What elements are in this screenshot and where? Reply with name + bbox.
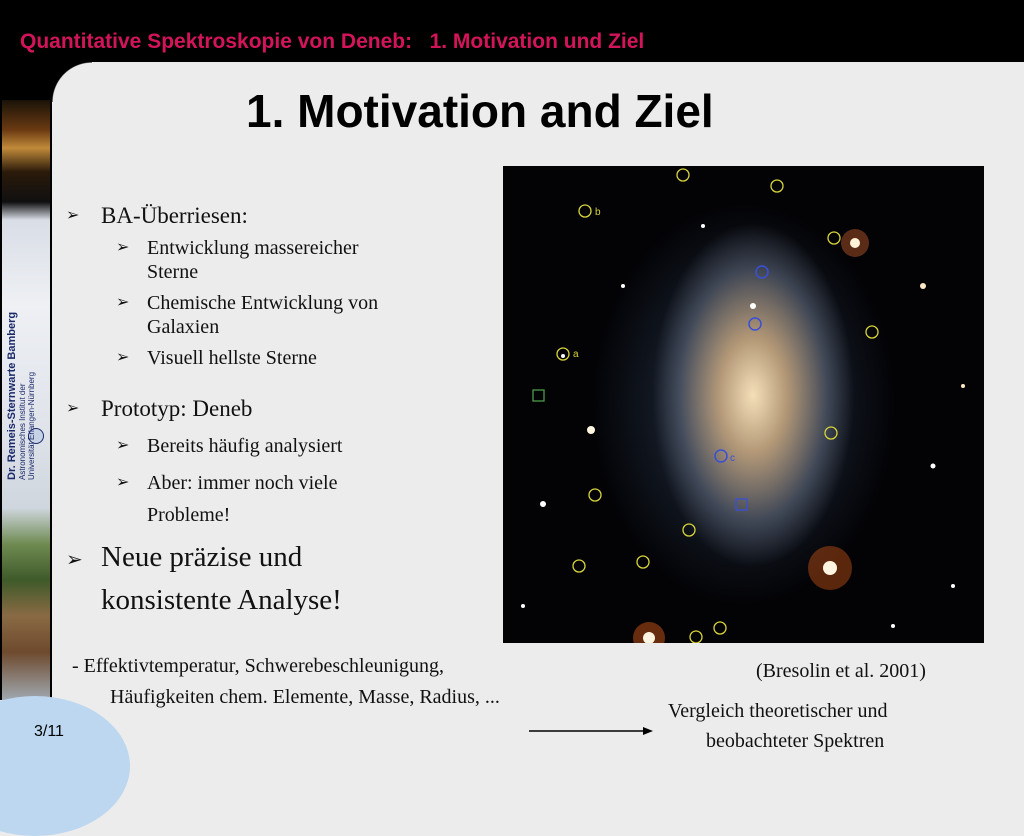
marker-label-b: b	[595, 207, 601, 218]
sidebar-subtitle-2: Universität Erlangen-Nürnberg	[27, 371, 36, 480]
bullet-new-analysis-line2: konsistente Analyse!	[101, 584, 342, 616]
sidebar-subtitle-1: Astronomisches Institut der	[18, 383, 27, 480]
sub-bullet-evolution-line2: Sterne	[147, 261, 199, 283]
sub-bullet-already-analyzed: Bereits häufig analysiert	[147, 435, 343, 457]
blue-square-marker	[736, 499, 747, 510]
details-line-1: - Effektivtemperatur, Schwerebeschleunigung,	[72, 655, 445, 677]
sub-bullet-problems-line2: Probleme!	[147, 504, 231, 526]
sidebar-institution-text	[6, 290, 36, 480]
page-number: 3/11	[34, 723, 64, 740]
arrow-bullet-icon: ➢	[66, 549, 83, 571]
arrow-bullet-icon: ➢	[116, 349, 130, 366]
sub-bullet-chemical-line2: Galaxien	[147, 316, 220, 338]
arrow-bullet-icon: ➢	[66, 400, 80, 417]
sidebar-title: Dr. Remeis-Sternwarte Bamberg	[6, 311, 18, 480]
comparison-line-2: beobachteter Spektren	[706, 730, 885, 752]
galaxy-markers	[503, 166, 984, 643]
arrow-bullet-icon: ➢	[116, 437, 130, 454]
green-square-marker	[533, 390, 544, 401]
galaxy-image	[503, 166, 984, 643]
header-corner-curve	[52, 62, 92, 102]
arrow-bullet-icon: ➢	[66, 207, 80, 224]
bullet-new-analysis-line1: Neue präzise und	[101, 541, 303, 573]
marker-label-a: a	[573, 349, 579, 360]
bullet-ba-supergiants: BA-Überriesen:	[101, 203, 248, 228]
arrow-bullet-icon: ➢	[116, 239, 130, 256]
marker-label-c: c	[730, 453, 735, 464]
sub-bullet-brightest: Visuell hellste Sterne	[147, 347, 317, 369]
sub-bullet-evolution-line1: Entwicklung massereicher	[147, 237, 359, 259]
slide-title: 1. Motivation and Ziel	[246, 85, 714, 137]
blue-star-markers	[715, 266, 768, 462]
right-arrow-icon	[527, 724, 657, 738]
comparison-line-1: Vergleich theoretischer und	[668, 700, 888, 722]
details-line-2: Häufigkeiten chem. Elemente, Masse, Radius, ...	[110, 686, 500, 708]
image-citation: (Bresolin et al. 2001)	[756, 660, 926, 682]
header-title: Quantitative Spektroskopie von Deneb: 1. Motivation und Ziel	[20, 30, 645, 53]
arrow-bullet-icon: ➢	[116, 294, 130, 311]
sub-bullet-chemical-line1: Chemische Entwicklung von	[147, 292, 379, 314]
page-number-badge	[0, 696, 130, 836]
bullet-prototype-deneb: Prototyp: Deneb	[101, 396, 253, 421]
sub-bullet-problems-line1: Aber: immer noch viele	[147, 472, 338, 494]
bright-stars	[521, 224, 965, 643]
header-bar	[0, 0, 1024, 62]
arrow-bullet-icon: ➢	[116, 474, 130, 491]
